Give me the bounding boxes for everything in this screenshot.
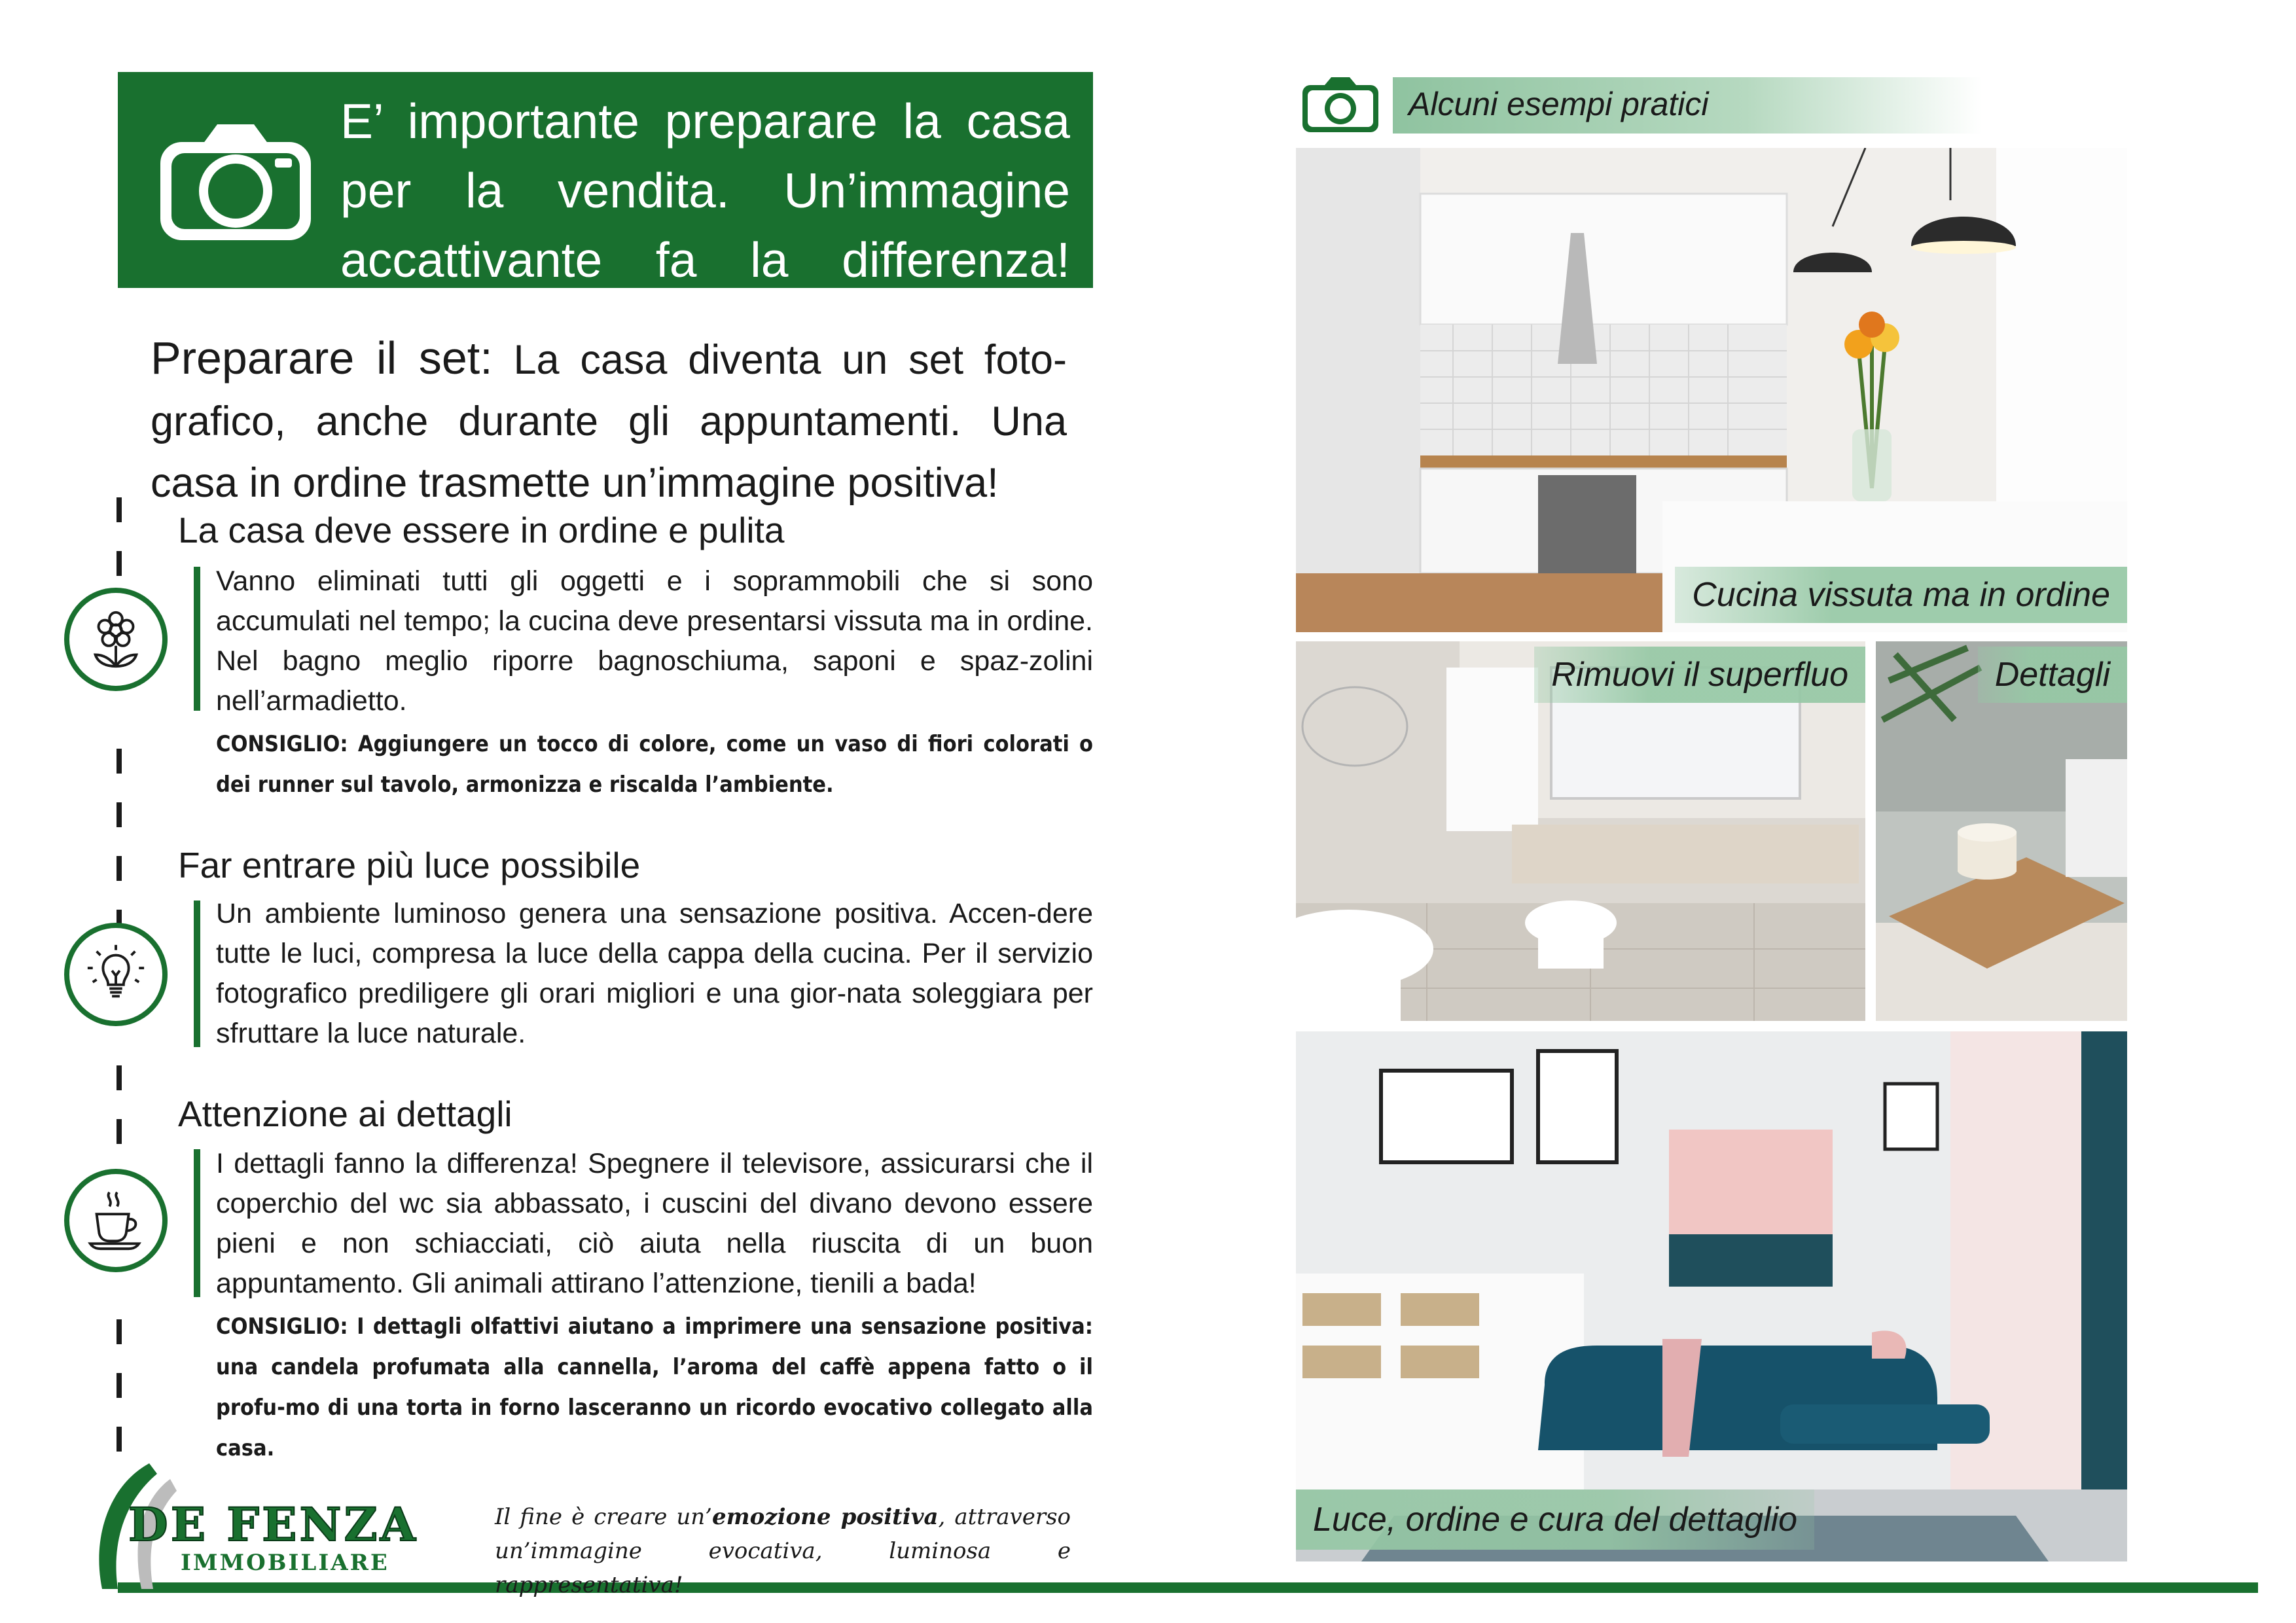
photo-living-room: [1296, 1031, 2127, 1561]
section-title: La casa deve essere in ordine e pulita: [178, 510, 785, 550]
kitchen-illustration: [1296, 148, 2127, 632]
section-body: Un ambiente luminoso genera una sensazione positiva. Accen-dere tutte le luci, compresa la luce della cappa della cucina. Per il servizio fotografico prediligere gli orari migliori e una gior-nata soleggiara per sfruttare la luce naturale.: [216, 898, 1093, 1049]
section-bar: [194, 901, 200, 1047]
coffee-cup-icon: [84, 1188, 148, 1253]
photo-details: [1876, 641, 2127, 1021]
flower-icon: [84, 607, 148, 671]
light-bulb-icon: [84, 942, 148, 1007]
section-icon-badge: [64, 588, 168, 691]
section-icon-badge: [64, 923, 168, 1026]
intro-text: La casa diventa un set foto-grafico, anche durante gli appuntamenti. Una casa in ordine trasmette un’immagine positiva!: [151, 337, 1067, 506]
hero-banner: [118, 72, 1093, 288]
camera-icon: [157, 119, 314, 243]
section-tip: CONSIGLIO: I dettagli olfattivi aiutano a imprimere una sensazione positiva: una candela profumata alla cannella, l’aroma del caffè appena fatto o il profu-mo di una torta in forno lasceranno un ricordo evocativo collegato alla casa.: [216, 1313, 1093, 1461]
section-body: I dettagli fanno la differenza! Spegnere il televisore, assicurarsi che il coperchio del wc sia abbassato, i cuscini del divano devono essere pieni e non schiacciati, ciò aiuta nella riuscita di un buon appuntamento. Gli animali attirano l’attenzione, tienili a bada!: [216, 1148, 1093, 1299]
photo-caption: Cucina vissuta ma in ordine: [1675, 567, 2127, 623]
timeline-dash: [117, 1119, 122, 1144]
timeline-dash: [117, 1427, 122, 1452]
section-body: Vanno eliminati tutti gli oggetti e i soprammobili che si sono accumulati nel tempo; la cucina deve presentarsi vissuta ma in ordine. Nel bagno meglio riporre bagnoschiuma, saponi e spaz-zolini nell’armadietto.: [216, 565, 1093, 717]
footer-quote-end: , attraverso un’immagine evocativa, luminosa e rappresentativa!: [495, 1504, 1071, 1598]
timeline-dash: [117, 1065, 122, 1090]
timeline-dash: [117, 802, 122, 827]
examples-label-bar: [1393, 77, 1982, 134]
section-tip: CONSIGLIO: Aggiungere un tocco di colore, come un vaso di fiori colorati o dei runner sul tavolo, armonizza e riscalda l’ambiente.: [216, 731, 1093, 798]
timeline-dash: [117, 497, 122, 522]
footer-quote-emphasis: emozione positiva: [711, 1504, 939, 1530]
logo-subtitle: IMMOBILIARE: [181, 1550, 389, 1576]
photo-bathroom: [1296, 641, 1865, 1021]
living-room-illustration: [1296, 1031, 2127, 1561]
photo-kitchen: [1296, 148, 2127, 632]
timeline-dash: [117, 1319, 122, 1344]
logo-name: DE FENZA: [128, 1497, 418, 1552]
timeline-dash: [117, 1373, 122, 1398]
footer-quote-start: Il fine è creare un’: [495, 1504, 712, 1530]
intro-heading: Preparare il set:: [151, 332, 493, 383]
section-icon-badge: [64, 1169, 168, 1272]
footer-quote: [495, 1500, 1071, 1602]
photo-caption: Dettagli: [1978, 647, 2127, 703]
section-bar: [194, 1149, 200, 1297]
timeline-dash: [117, 856, 122, 881]
section-title: Attenzione ai dettagli: [178, 1094, 512, 1134]
hero-headline: E’ importante preparare la casa per la vendita. Un’immagine accattivante fa la differenza!: [340, 94, 1070, 287]
photo-caption: Rimuovi il superfluo: [1534, 647, 1865, 703]
timeline-dash: [117, 551, 122, 576]
section-title: Far entrare più luce possibile: [178, 845, 641, 885]
timeline-dash: [117, 749, 122, 774]
section-bar: [194, 567, 200, 711]
intro-paragraph: [151, 327, 1067, 514]
camera-icon: [1301, 76, 1380, 134]
examples-label: Alcuni esempi pratici: [1408, 86, 1709, 122]
photo-caption: Luce, ordine e cura del dettaglio: [1296, 1489, 1814, 1550]
